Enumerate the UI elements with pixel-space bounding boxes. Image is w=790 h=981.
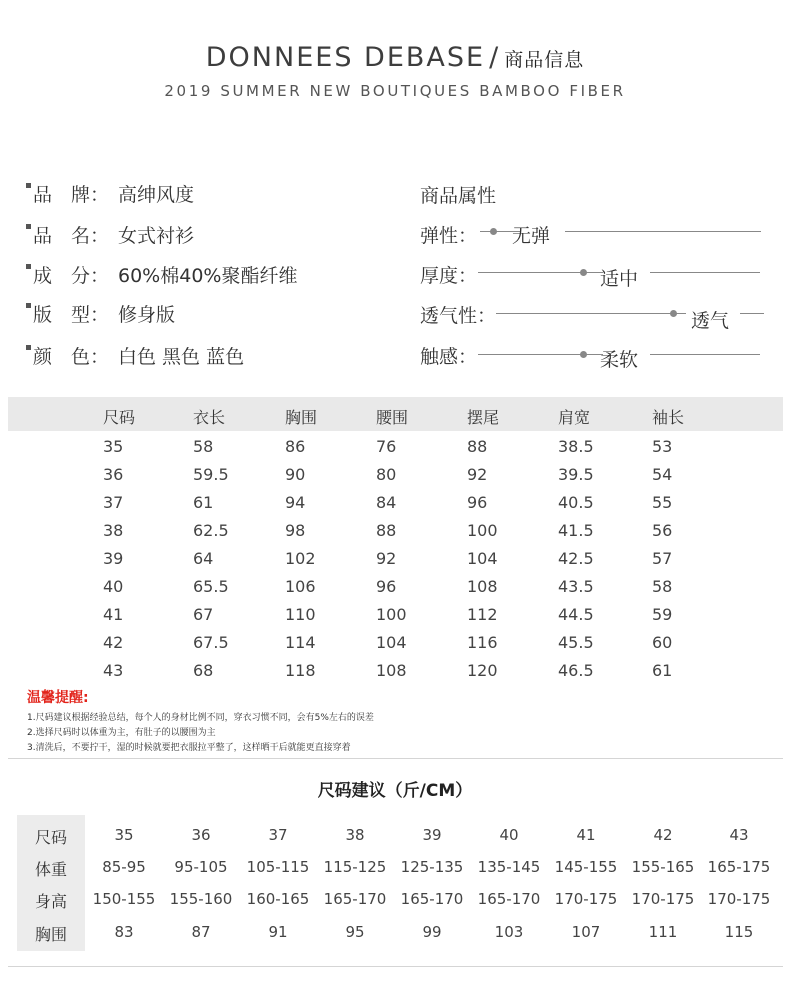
- size-table-cell: 80: [376, 465, 397, 484]
- recommendation-cell: 85-95: [102, 858, 146, 876]
- info-value: 白色 黑色 蓝色: [118, 346, 245, 368]
- size-table-cell: 76: [376, 437, 397, 456]
- size-table-header: 肩宽: [558, 408, 591, 427]
- recommendation-cell: 165-175: [707, 858, 771, 876]
- attr-label: 弹性：: [420, 225, 478, 247]
- size-table-cell: 61: [193, 493, 214, 512]
- size-table-cell: 65.5: [193, 577, 229, 596]
- size-table-cell: 59: [652, 605, 673, 624]
- size-table-cell: 62.5: [193, 521, 229, 540]
- info-row-fit: [26, 300, 175, 326]
- recommendation-cell: 42: [653, 826, 673, 844]
- recommendation-cell: 39: [422, 826, 442, 844]
- recommendation-cell: 125-135: [400, 858, 464, 876]
- size-table-cell: 114: [285, 633, 316, 652]
- size-table-cell: 94: [285, 493, 306, 512]
- recommendation-cell: 107: [571, 923, 601, 941]
- attr-row-thickness: [420, 261, 765, 289]
- attr-scale-line: [740, 313, 764, 314]
- size-table-cell: 41: [103, 605, 124, 624]
- recommendation-cell: 105-115: [246, 858, 310, 876]
- size-table-cell: 42: [103, 633, 124, 652]
- attr-label: 透气性：: [420, 305, 497, 327]
- size-table-cell: 86: [285, 437, 306, 456]
- size-table-cell: 67: [193, 605, 214, 624]
- info-key: 品 牌：: [33, 184, 110, 206]
- recommendation-cell: 83: [114, 923, 134, 941]
- recommendation-cell: 41: [576, 826, 596, 844]
- recommendation-cell: 115-125: [323, 858, 387, 876]
- attr-label: 厚度：: [420, 265, 478, 287]
- size-table-header: 衣长: [193, 408, 226, 427]
- recommendation-cell: 43: [729, 826, 749, 844]
- size-table-cell: 116: [467, 633, 498, 652]
- recommendation-row-label: 尺码: [34, 828, 67, 847]
- size-table-cell: 90: [285, 465, 306, 484]
- size-table-cell: 104: [376, 633, 407, 652]
- info-key: 品 名：: [33, 225, 110, 247]
- recommendation-row-label: 体重: [34, 860, 67, 879]
- recommendation-cell: 95-105: [174, 858, 228, 876]
- brand-title: [0, 42, 790, 73]
- brand-separator: /: [489, 42, 501, 73]
- info-key: 版 型：: [33, 304, 110, 326]
- size-table-cell: 108: [376, 661, 407, 680]
- info-value: 修身版: [118, 304, 176, 326]
- size-table-header: 胸围: [285, 408, 318, 427]
- divider: [8, 966, 783, 967]
- size-table-cell: 43: [103, 661, 124, 680]
- note-item: 3.清洗后，不要拧干，湿的时候就要把衣服拉平整了，这样晒干后就能更直接穿着: [27, 743, 351, 753]
- recommendation-cell: 95: [345, 923, 365, 941]
- size-table-cell: 96: [376, 577, 397, 596]
- size-table-cell: 98: [285, 521, 306, 540]
- size-table-cell: 120: [467, 661, 498, 680]
- recommendation-cell: 35: [114, 826, 134, 844]
- attr-marker-icon: [670, 310, 677, 317]
- size-table-cell: 96: [467, 493, 488, 512]
- size-table-cell: 61: [652, 661, 673, 680]
- recommendation-row-label: 胸围: [34, 925, 67, 944]
- recommendation-cell: 103: [494, 923, 524, 941]
- size-table-cell: 36: [103, 465, 124, 484]
- size-table-header: 腰围: [376, 408, 409, 427]
- size-table-cell: 35: [103, 437, 124, 456]
- info-key: 颜 色：: [33, 346, 110, 368]
- attr-scale-line: [650, 272, 760, 273]
- recommendation-cell: 111: [648, 923, 678, 941]
- size-table-cell: 118: [285, 661, 316, 680]
- recommendation-cell: 91: [268, 923, 288, 941]
- info-row-name: [26, 221, 194, 247]
- size-table-cell: 64: [193, 549, 214, 568]
- size-table-cell: 100: [467, 521, 498, 540]
- recommendation-cell: 170-175: [631, 890, 695, 908]
- attr-scale-line: [650, 354, 760, 355]
- attr-marker-icon: [490, 228, 497, 235]
- size-table-header: 摆尾: [467, 408, 500, 427]
- note-item: 2.选择尺码时以体重为主，有肚子的以腰围为主: [27, 728, 216, 738]
- size-table-cell: 104: [467, 549, 498, 568]
- size-table-cell: 39.5: [558, 465, 594, 484]
- attr-value: 柔软: [600, 349, 639, 371]
- size-table-cell: 110: [285, 605, 316, 624]
- size-table-cell: 54: [652, 465, 673, 484]
- size-table-header: 袖长: [652, 408, 685, 427]
- recommendation-cell: 37: [268, 826, 288, 844]
- attr-scale-line: [496, 313, 686, 314]
- attr-value: 无弹: [512, 225, 551, 247]
- size-table-cell: 106: [285, 577, 316, 596]
- recommendation-cell: 99: [422, 923, 442, 941]
- size-table-cell: 67.5: [193, 633, 229, 652]
- info-row-color: [26, 342, 244, 368]
- recommendation-cell: 135-145: [477, 858, 541, 876]
- size-table-cell: 56: [652, 521, 673, 540]
- recommendation-title: 尺码建议（斤/CM）: [317, 781, 473, 801]
- size-table-cell: 84: [376, 493, 397, 512]
- recommendation-cell: 38: [345, 826, 365, 844]
- attributes-title: 商品属性: [420, 185, 497, 207]
- bullet-icon: [26, 345, 31, 350]
- size-table-cell: 55: [652, 493, 673, 512]
- bullet-icon: [26, 224, 31, 229]
- brand-name: DONNEES DEBASE: [205, 42, 486, 73]
- bullet-icon: [26, 303, 31, 308]
- attr-value: 透气: [691, 310, 730, 332]
- recommendation-cell: 165-170: [323, 890, 387, 908]
- info-row-material: [26, 261, 297, 287]
- size-table-cell: 58: [652, 577, 673, 596]
- recommendation-cell: 150-155: [92, 890, 156, 908]
- size-table-cell: 60: [652, 633, 673, 652]
- info-value: 高绅风度: [118, 184, 195, 206]
- attr-value: 适中: [600, 268, 639, 290]
- size-table-cell: 37: [103, 493, 124, 512]
- size-table-cell: 39: [103, 549, 124, 568]
- size-table-cell: 45.5: [558, 633, 594, 652]
- size-table-cell: 41.5: [558, 521, 594, 540]
- size-table-cell: 112: [467, 605, 498, 624]
- size-table-cell: 92: [467, 465, 488, 484]
- divider: [8, 758, 783, 759]
- size-table-cell: 57: [652, 549, 673, 568]
- attr-row-elasticity: [420, 221, 765, 249]
- recommendation-cell: 170-175: [554, 890, 618, 908]
- recommendation-cell: 40: [499, 826, 519, 844]
- recommendation-cell: 160-165: [246, 890, 310, 908]
- info-key: 成 分：: [33, 265, 110, 287]
- attr-label: 触感：: [420, 346, 478, 368]
- notes-title: 温馨提醒:: [27, 690, 89, 706]
- recommendation-cell: 115: [724, 923, 754, 941]
- attr-marker-icon: [580, 351, 587, 358]
- size-table-cell: 92: [376, 549, 397, 568]
- size-table-cell: 38: [103, 521, 124, 540]
- size-table-cell: 40: [103, 577, 124, 596]
- size-table-cell: 46.5: [558, 661, 594, 680]
- recommendation-cell: 145-155: [554, 858, 618, 876]
- attr-row-breathability: [420, 301, 765, 332]
- attr-row-feel: [420, 342, 765, 370]
- info-row-brand: [26, 180, 194, 206]
- size-table-cell: 44.5: [558, 605, 594, 624]
- bullet-icon: [26, 183, 31, 188]
- size-table-header: 尺码: [103, 408, 136, 427]
- recommendation-row-label: 身高: [34, 892, 67, 911]
- info-value: 60%棉40%聚酯纤维: [118, 265, 298, 287]
- recommendation-cell: 155-160: [169, 890, 233, 908]
- size-table-cell: 88: [467, 437, 488, 456]
- recommendation-cell: 36: [191, 826, 211, 844]
- bullet-icon: [26, 264, 31, 269]
- attr-scale-line: [565, 231, 761, 232]
- size-table-cell: 59.5: [193, 465, 229, 484]
- size-table-cell: 40.5: [558, 493, 594, 512]
- brand-subtitle: 2019 SUMMER NEW BOUTIQUES BAMBOO FIBER: [164, 82, 626, 100]
- size-table-cell: 68: [193, 661, 214, 680]
- recommendation-cell: 165-170: [477, 890, 541, 908]
- size-table-cell: 42.5: [558, 549, 594, 568]
- size-table-cell: 100: [376, 605, 407, 624]
- recommendation-cell: 155-165: [631, 858, 695, 876]
- recommendation-cell: 165-170: [400, 890, 464, 908]
- size-table-cell: 38.5: [558, 437, 594, 456]
- size-table-cell: 88: [376, 521, 397, 540]
- size-table-cell: 102: [285, 549, 316, 568]
- recommendation-cell: 87: [191, 923, 211, 941]
- info-value: 女式衬衫: [118, 225, 195, 247]
- size-table-cell: 58: [193, 437, 214, 456]
- note-item: 1.尺码建议根据经验总结，每个人的身材比例不同，穿衣习惯不同，会有5%左右的误差: [27, 713, 374, 723]
- page-title: 商品信息: [504, 49, 585, 71]
- attr-marker-icon: [580, 269, 587, 276]
- size-table-cell: 53: [652, 437, 673, 456]
- size-table-cell: 108: [467, 577, 498, 596]
- recommendation-cell: 170-175: [707, 890, 771, 908]
- size-table-cell: 43.5: [558, 577, 594, 596]
